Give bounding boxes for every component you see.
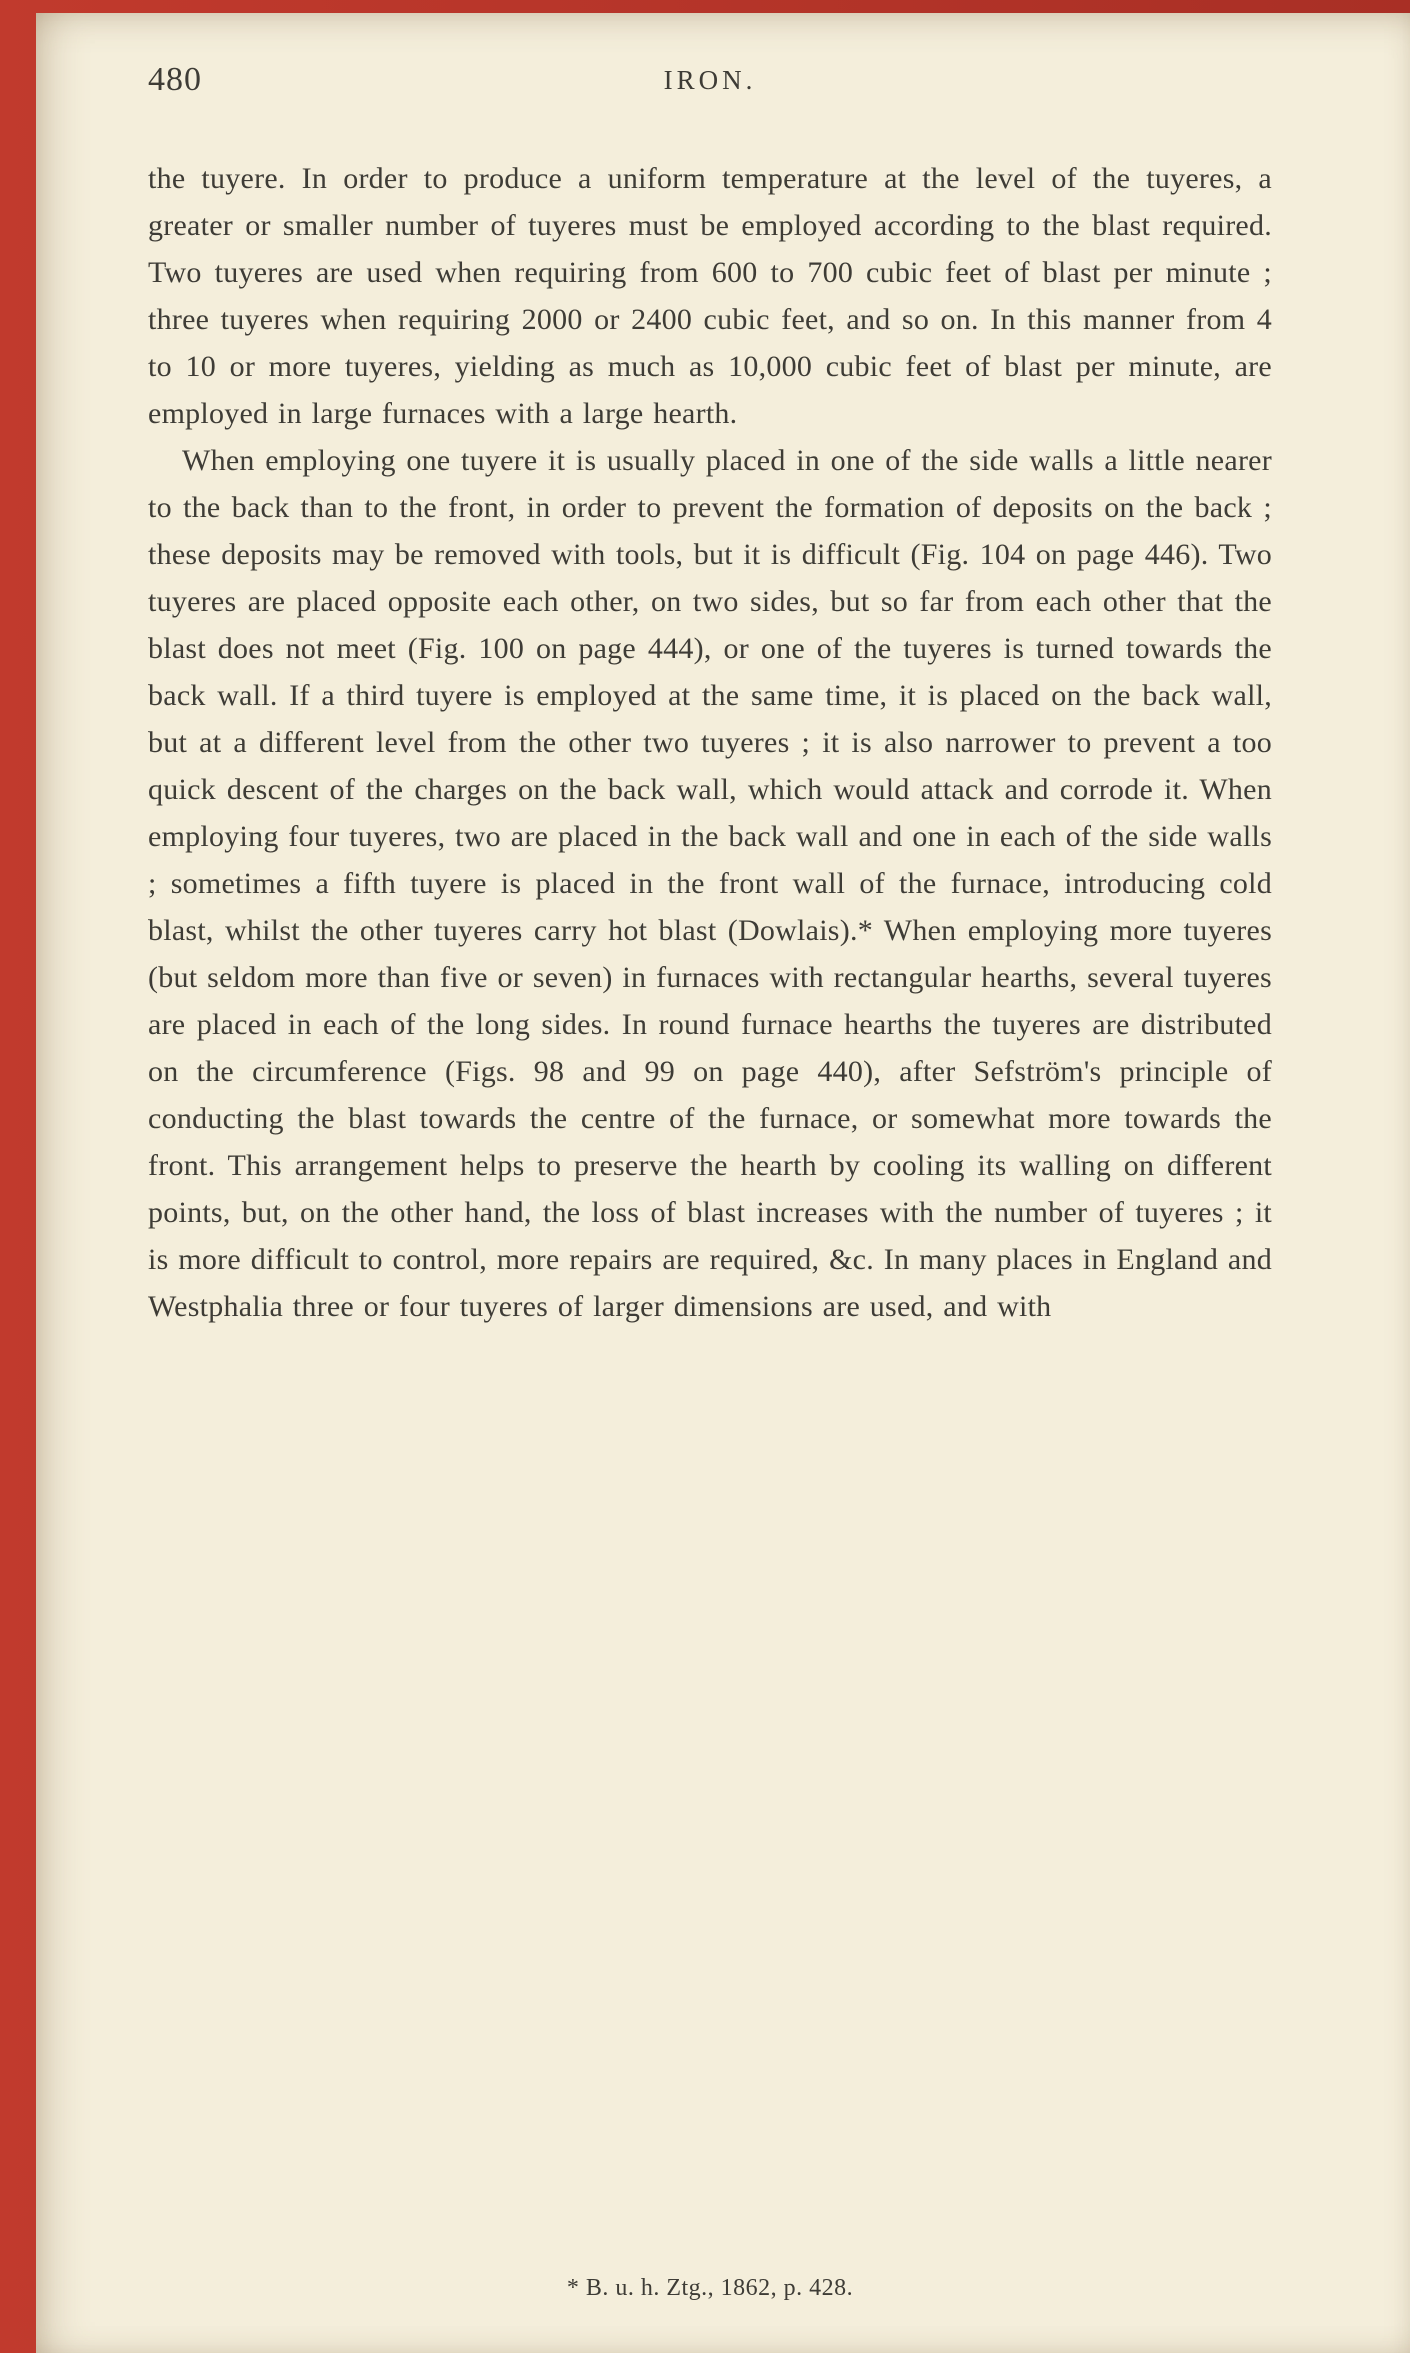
text-block — [148, 61, 1272, 1330]
paragraph: the tuyere. In order to produce a uniform temperature at the level of the tuyeres, a greater or smaller number of tuyeres must be employed according to the blast required. Two tuyeres are used when requiring from 600 to 700 cubic feet of blast per minute ; three tuyeres when requiring 2000 or 2400 cubic feet, and so on. In this manner from 4 to 10 or more tuyeres, yielding as much as 10,000 cubic feet of blast per minute, are employed in large furnaces with a large hearth. — [148, 162, 1272, 430]
paragraph: When employing one tuyere it is usually placed in one of the side walls a little nearer to the back than to the front, in order to prevent the formation of deposits on the back ; these deposits may be removed with tools, but it is difficult (Fig. 104 on page 446). Two tuyeres are placed opposite each other, on two sides, but so far from each other that the blast does not meet (Fig. 100 on page 444), or one of the tuyeres is turned towards the back wall. If a third tuyere is employed at the same time, it is placed on the back wall, but at a different level from the other two tuyeres ; it is also narrower to prevent a too quick descent of the charges on the back wall, which would attack and corrode it. When employing four tuyeres, two are placed in the back wall and one in each of the side walls ; sometimes a fifth tuyere is placed in the front wall of the furnace, introducing cold blast, whilst the other tuyeres carry hot blast (Dowlais).* When employing more tuyeres (but seldom more than five or seven) in furnaces with rectangular hearths, several tuyeres are placed in each of the long sides. In round furnace hearths the tuyeres are distributed on the circumference (Figs. 98 and 99 on page 440), after Sefström's principle of conducting the blast towards the centre of the furnace, or somewhat more towards the front. This arrangement helps to preserve the hearth by cooling its walling on different points, but, on the other hand, the loss of blast increases with the number of tuyeres ; it is more difficult to control, more repairs are required, &c. In many places in England and Westphalia three or four tuyeres of larger dimensions are used, and with — [148, 444, 1272, 1323]
running-title: IRON. — [663, 65, 757, 95]
page-number: 480 — [148, 61, 202, 98]
paper-sheet — [36, 13, 1410, 2353]
footnote: * B. u. h. Ztg., 1862, p. 428. — [566, 2275, 854, 2301]
body-text — [148, 155, 1272, 1330]
running-head — [148, 61, 1272, 103]
